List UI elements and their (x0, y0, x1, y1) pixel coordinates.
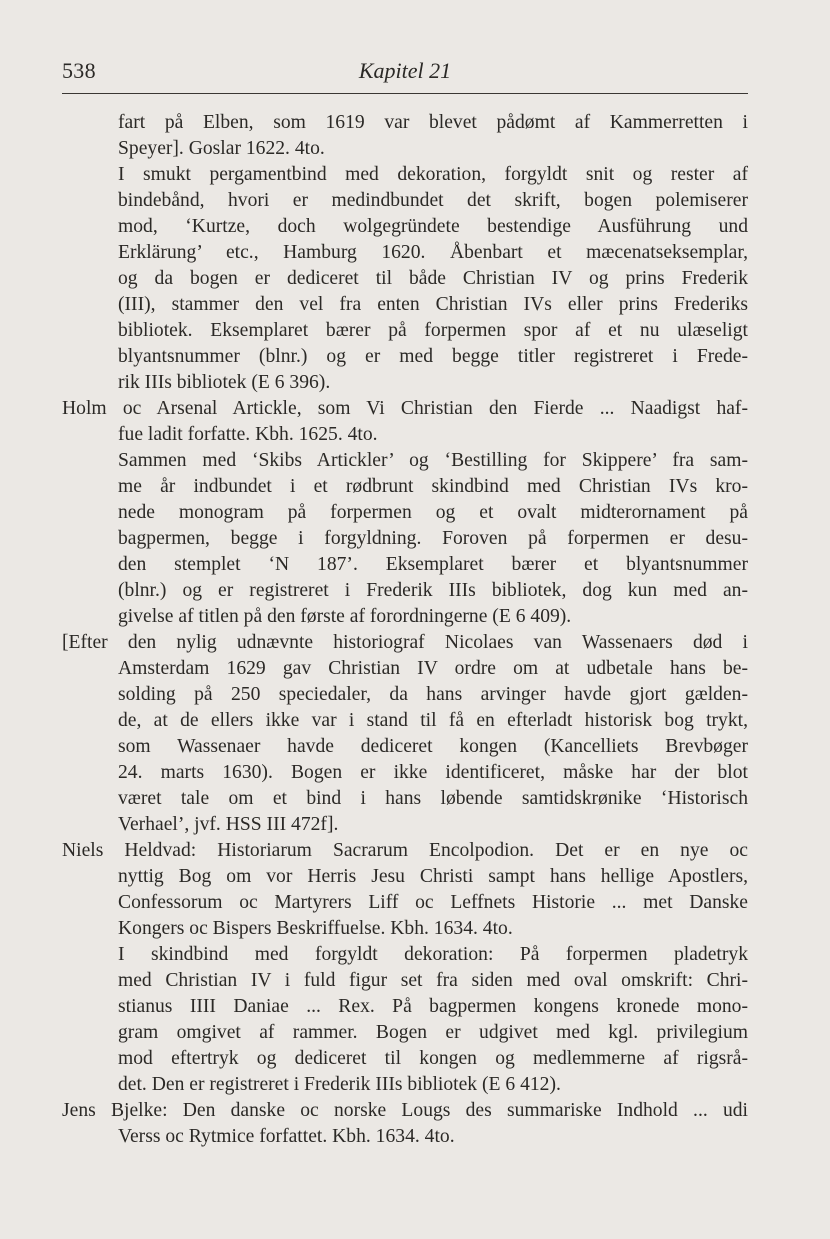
text-line: I skindbind med forgyldt dekoration: På forpermen pladetryk (118, 944, 748, 965)
text-line: bibliotek. Eksemplaret bærer på forpermen spor af et nu ulæseligt (118, 320, 748, 341)
text-line: mod eftertryk og dediceret til kongen og medlemmerne af rigsrå- (118, 1048, 748, 1069)
text-line: solding på 250 speciedaler, da hans arvinger havde gjort gælden- (118, 684, 748, 705)
text-line: Amsterdam 1629 gav Christian IV ordre om at udbetale hans be- (118, 658, 748, 679)
text-line: Verss oc Rytmice forfattet. Kbh. 1634. 4to. (118, 1126, 455, 1147)
text-line: nyttig Bog om vor Herris Jesu Christi sampt hans hellige Apostlers, (118, 866, 748, 887)
text-line: mod, ‘Kurtze, doch wolgegründete bestendige Ausführung und (118, 216, 748, 237)
text-line: I smukt pergamentbind med dekoration, forgyldt snit og rester af (118, 164, 748, 185)
text-line: Verhael’, jvf. HSS III 472f]. (118, 814, 339, 835)
text-line: Kongers oc Bispers Beskriffuelse. Kbh. 1634. 4to. (118, 918, 513, 939)
text-line: og da bogen er dediceret til både Christian IV og prins Frederik (118, 268, 748, 289)
text-line: Niels Heldvad: Historiarum Sacrarum Encolpodion. Det er en nye oc (62, 840, 748, 861)
text-line: bagpermen, begge i forgyldning. Foroven på forpermen er desu- (118, 528, 748, 549)
text-line: (III), stammer den vel fra enten Christian IVs eller prins Frederiks (118, 294, 748, 315)
text-line: med Christian IV i fuld figur set fra siden med oval omskrift: Chri- (118, 970, 748, 991)
header-rule (62, 93, 748, 94)
text-line: Erklärung’ etc., Hamburg 1620. Åbenbart et mæcenatseksemplar, (118, 242, 748, 263)
text-line: fue ladit forfatte. Kbh. 1625. 4to. (118, 424, 378, 445)
text-line: [Efter den nylig udnævnte historiograf Nicolaes van Wassenaers død i (62, 632, 748, 653)
text-line: det. Den er registreret i Frederik IIIs bibliotek (E 6 412). (118, 1074, 561, 1095)
text-line: Sammen med ‘Skibs Artickler’ og ‘Bestilling for Skippere’ fra sam- (118, 450, 748, 471)
text-line: bindebånd, hvori er medindbundet det skrift, bogen polemiserer (118, 190, 748, 211)
text-line: rik IIIs bibliotek (E 6 396). (118, 372, 331, 393)
text-line: blyantsnummer (blnr.) og er med begge titler registreret i Frede- (118, 346, 748, 367)
text-line: Jens Bjelke: Den danske oc norske Lougs des summariske Indhold ... udi (62, 1100, 748, 1121)
text-line: Holm oc Arsenal Artickle, som Vi Christian den Fierde ... Naadigst haf- (62, 398, 748, 419)
text-line: 24. marts 1630). Bogen er ikke identificeret, måske har der blot (118, 762, 748, 783)
text-line: givelse af titlen på den første af forordningerne (E 6 409). (118, 606, 572, 627)
chapter-title: Kapitel 21 (358, 58, 452, 83)
running-header (62, 58, 748, 88)
text-line: været tale om et bind i hans løbende samtidskrønike ‘Historisch (118, 788, 748, 809)
text-line: fart på Elben, som 1619 var blevet pådømt af Kammerretten i (118, 112, 748, 133)
text-line: Confessorum oc Martyrers Liff oc Leffnets Historie ... met Danske (118, 892, 748, 913)
text-line: stianus IIII Daniae ... Rex. På bagpermen kongens kronede mono- (118, 996, 748, 1017)
text-line: me år indbundet i et rødbrunt skindbind med Christian IVs kro- (118, 476, 748, 497)
text-line: (blnr.) og er registreret i Frederik IIIs bibliotek, dog kun med an- (118, 580, 748, 601)
text-line: nede monogram på forpermen og et ovalt midterornament på (118, 502, 748, 523)
text-line: som Wassenaer havde dediceret kongen (Kancelliets Brevbøger (118, 736, 748, 757)
text-line: den stemplet ‘N 187’. Eksemplaret bærer et blyantsnummer (118, 554, 748, 575)
text-line: de, at de ellers ikke var i stand til få en efterladt historisk bog trykt, (118, 710, 748, 731)
page-number: 538 (62, 58, 96, 83)
text-line: gram omgivet af rammer. Bogen er udgivet med kgl. privilegium (118, 1022, 748, 1043)
page-body (62, 110, 748, 1150)
text-line: Speyer]. Goslar 1622. 4to. (118, 138, 325, 159)
